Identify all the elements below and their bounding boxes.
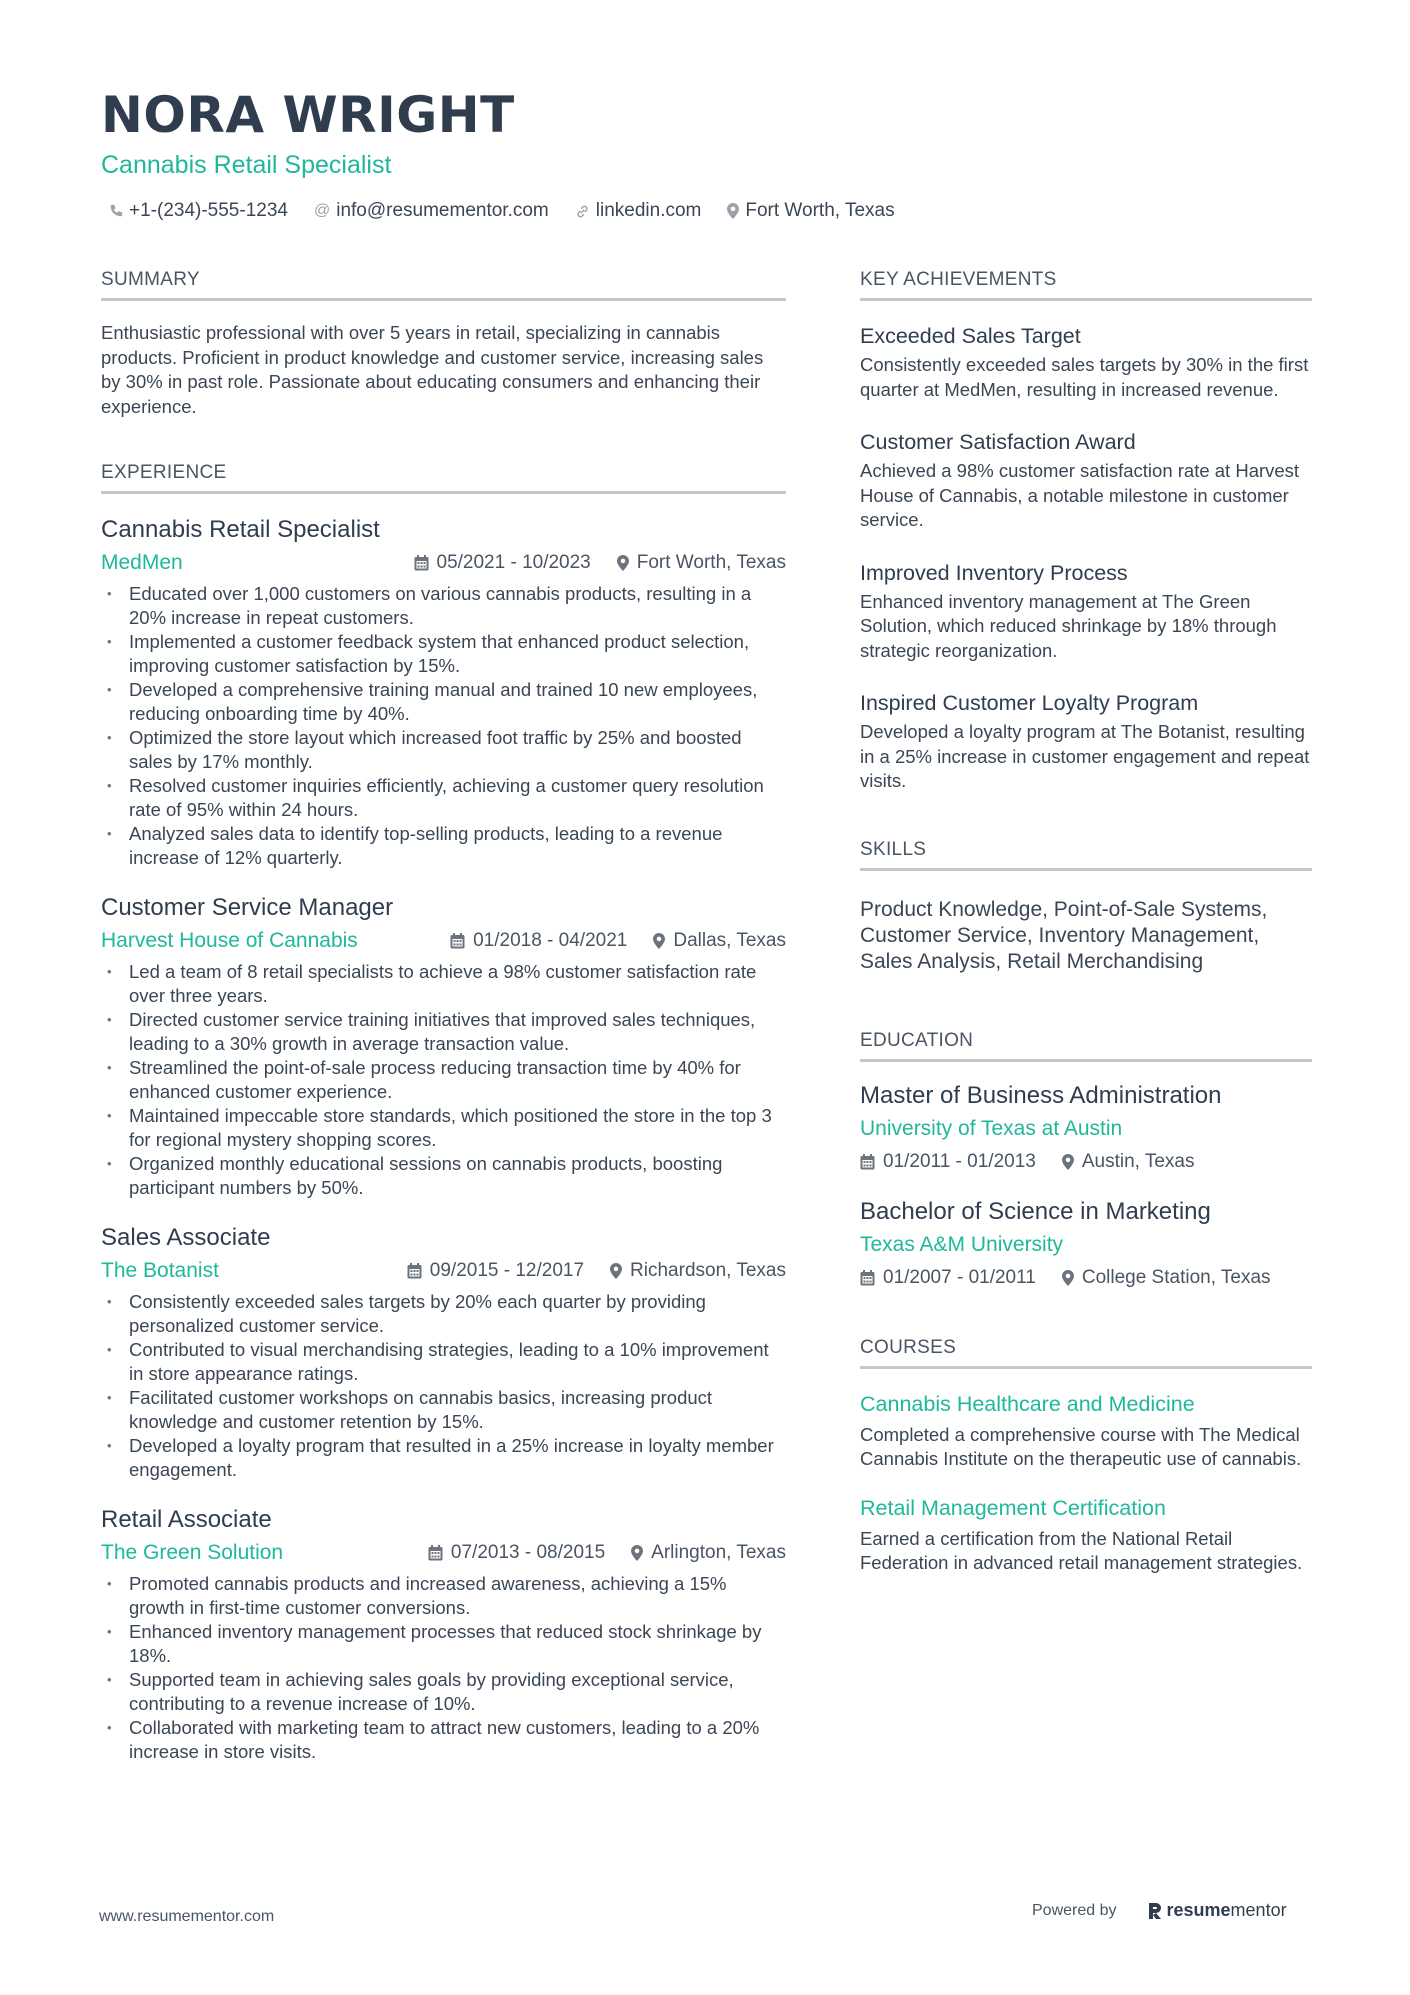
calendar-icon [450,933,465,949]
contact-email[interactable] [314,200,549,222]
job-dates [407,1260,584,1282]
edu-degree: Bachelor of Science in Marketing [860,1197,1211,1225]
edu-dates-text: 01/2011 - 01/2013 [883,1150,1036,1172]
map-pin-icon [610,1263,622,1279]
phone-text: +1-(234)-555-1234 [129,200,288,221]
education-section [860,1029,1312,1292]
skills-section [860,838,1312,975]
job-bullets [101,1572,786,1764]
job-location-text: Dallas, Texas [673,930,786,951]
skills-text: Product Knowledge, Point-of-Sale Systems, Customer Service, Inventory Management, Sales Analysis, Retail Merchandising [860,897,1268,973]
job-meta [101,1538,786,1568]
edu-location [1062,1267,1271,1289]
job-role: Cannabis Retail Specialist [101,516,380,543]
edu-dates-text: 01/2007 - 01/2011 [883,1266,1036,1288]
list-item: • Directed customer service training initiatives that improved sales techniques, leading to a 30% growth in average transaction value. [101,1008,786,1056]
achievement-desc: Developed a loyalty program at The Botanist, resulting in a 25% increase in customer engagement and repeat visits. [860,721,1310,791]
job-bullets [101,1290,786,1482]
calendar-icon [407,1263,422,1279]
map-pin-icon [617,555,629,571]
education-heading: EDUCATION [860,1029,1312,1062]
map-pin-icon [1062,1154,1074,1170]
calendar-icon [414,555,429,571]
job-dates-text: 01/2018 - 04/2021 [473,930,628,951]
job-company: MedMen [101,551,183,574]
job-company: Harvest House of Cannabis [101,929,358,952]
phone-icon [109,204,123,218]
achievement-item [860,427,1312,533]
list-item: • Promoted cannabis products and increased awareness, achieving a 15% growth in first-time customer conversions. [101,1572,786,1620]
job-meta [101,548,786,578]
calendar-icon [860,1270,875,1286]
job-location-text: Arlington, Texas [651,1542,786,1563]
location-text: Fort Worth, Texas [745,200,895,221]
calendar-icon [860,1154,875,1170]
list-item: • Enhanced inventory management processes that reduced stock shrinkage by 18%. [101,1620,786,1668]
achievements-heading: KEY ACHIEVEMENTS [860,268,1312,301]
list-item: • Analyzed sales data to identify top-selling products, leading to a revenue increase of 12% quarterly. [101,822,786,870]
job-role: Retail Associate [101,1506,272,1533]
job-bullets [101,960,786,1200]
list-item: • Collaborated with marketing team to attract new customers, leading to a 20% increase in store visits. [101,1716,786,1764]
job-dates [414,552,591,574]
edu-dates [860,1151,1036,1173]
contact-location [727,200,894,222]
resumementor-logo[interactable] [1147,1900,1287,1921]
list-item: • Optimized the store layout which increased foot traffic by 25% and boosted sales by 17% monthly. [101,726,786,774]
linkedin-text: linkedin.com [595,200,702,221]
experience-heading: EXPERIENCE [101,461,786,494]
list-item: • Educated over 1,000 customers on various cannabis products, resulting in a 20% increase in repeat customers. [101,582,786,630]
edu-degree: Master of Business Administration [860,1081,1222,1109]
job-location-text: Fort Worth, Texas [636,552,786,573]
job-entry [101,514,786,870]
job-entry [101,1504,786,1764]
job-company: The Green Solution [101,1541,284,1564]
summary-section [101,268,786,419]
job-dates-text: 09/2015 - 12/2017 [429,1260,585,1281]
job-company: The Botanist [101,1259,219,1282]
list-item: • Led a team of 8 retail specialists to achieve a 98% customer satisfaction rate over three years. [101,960,786,1008]
achievement-desc: Achieved a 98% customer satisfaction rate at Harvest House of Cannabis, a notable milestone in customer service. [860,460,1300,530]
edu-meta [860,1264,1312,1292]
achievement-desc: Consistently exceeded sales targets by 30% in the first quarter at MedMen, resulting in increased revenue. [860,354,1309,400]
footer-website[interactable]: www.resumementor.com [99,1908,275,1925]
summary-heading: SUMMARY [101,268,786,301]
edu-meta [860,1148,1312,1176]
edu-location-text: College Station, Texas [1081,1266,1271,1288]
job-location [653,930,786,952]
powered-by-label: Powered by [1032,1901,1117,1919]
course-desc: Completed a comprehensive course with The Medical Cannabis Institute on the therapeutic use of cannabis. [860,1423,1302,1469]
list-item: • Maintained impeccable store standards, which positioned the store in the top 3 for regional mystery shopping scores. [101,1104,786,1152]
achievement-item [860,688,1312,794]
job-dates-text: 07/2013 - 08/2015 [450,1542,606,1563]
achievement-title: Improved Inventory Process [860,560,1128,585]
map-pin-icon [1062,1270,1074,1286]
achievements-section [860,268,1312,794]
job-entry [101,892,786,1200]
map-pin-icon [653,933,665,949]
summary-text: Enthusiastic professional with over 5 years in retail, specializing in cannabis products. Proficient in product knowledge and customer service, increasing sales by 30% in past role. Passionate about educating consumers and enhancing their experience. [101,322,764,417]
calendar-icon [428,1545,443,1561]
job-location [610,1260,786,1282]
link-icon [575,204,590,219]
courses-section [860,1336,1312,1575]
job-dates-text: 05/2021 - 10/2023 [436,552,591,573]
job-dates [428,1542,605,1564]
job-role: Customer Service Manager [101,894,394,921]
contact-linkedin[interactable] [575,200,702,222]
course-desc: Earned a certification from the National Retail Federation in advanced retail management strategies. [860,1527,1303,1573]
course-item [860,1493,1312,1575]
edu-dates [860,1267,1036,1289]
resume-header [101,84,1321,226]
list-item: • Resolved customer inquiries efficiently, achieving a customer query resolution rate of 95% within 24 hours. [101,774,786,822]
list-item: • Organized monthly educational sessions on cannabis products, boosting participant numbers by 50%. [101,1152,786,1200]
courses-heading: COURSES [860,1336,1312,1369]
list-item: • Implemented a customer feedback system that enhanced product selection, improving customer satisfaction by 15%. [101,630,786,678]
footer-branding [1032,1900,1287,1921]
experience-section [101,461,786,1764]
job-dates [450,930,627,952]
edu-location [1062,1151,1195,1173]
list-item: • Streamlined the point-of-sale process reducing transaction time by 40% for enhanced customer experience. [101,1056,786,1104]
list-item: • Contributed to visual merchandising strategies, leading to a 10% improvement in store appearance ratings. [101,1338,786,1386]
course-title: Cannabis Healthcare and Medicine [860,1391,1195,1416]
list-item: • Consistently exceeded sales targets by 20% each quarter by providing personalized customer service. [101,1290,786,1338]
map-pin-icon [727,203,739,219]
course-title: Retail Management Certification [860,1495,1166,1520]
list-item: • Facilitated customer workshops on cannabis basics, increasing product knowledge and customer retention by 15%. [101,1386,786,1434]
job-meta [101,1256,786,1286]
list-item: • Developed a comprehensive training manual and trained 10 new employees, reducing onboarding time by 40%. [101,678,786,726]
brand-text-bold: resume [1166,1900,1231,1920]
job-meta [101,926,786,956]
at-icon: @ [313,202,331,219]
job-entry [101,1222,786,1482]
achievement-title: Exceeded Sales Target [860,324,1081,348]
right-column [860,268,1312,1617]
contact-phone[interactable] [109,200,288,222]
email-text: info@resumementor.com [336,200,549,221]
edu-school: Texas A&M University [860,1232,1064,1256]
achievement-title: Inspired Customer Loyalty Program [860,691,1199,715]
list-item: • Developed a loyalty program that resulted in a 25% increase in loyalty member engagement. [101,1434,786,1482]
candidate-title: Cannabis Retail Specialist [101,151,392,179]
left-column [101,268,786,1806]
map-pin-icon [631,1545,643,1561]
achievement-item [860,321,1312,402]
achievement-item [860,558,1312,664]
achievement-title: Customer Satisfaction Award [860,430,1136,454]
job-role: Sales Associate [101,1224,271,1251]
job-location [631,1542,786,1564]
achievement-desc: Enhanced inventory management at The Green Solution, which reduced shrinkage by 18% through strategic reorganization. [860,590,1277,661]
job-location-text: Richardson, Texas [630,1260,786,1281]
skills-heading: SKILLS [860,838,1312,871]
edu-school: University of Texas at Austin [860,1116,1123,1140]
list-item: • Supported team in achieving sales goals by providing exceptional service, contributing to a revenue increase of 10%. [101,1668,786,1716]
resumementor-logo-icon [1147,1901,1163,1921]
job-bullets [101,582,786,870]
course-item [860,1389,1312,1471]
job-location [617,552,786,574]
edu-location-text: Austin, Texas [1081,1150,1195,1172]
brand-text-light: mentor [1230,1900,1287,1920]
education-item [860,1196,1312,1292]
education-item [860,1080,1312,1176]
candidate-name: NORA WRIGHT [101,86,515,144]
contact-bar [101,196,1321,226]
